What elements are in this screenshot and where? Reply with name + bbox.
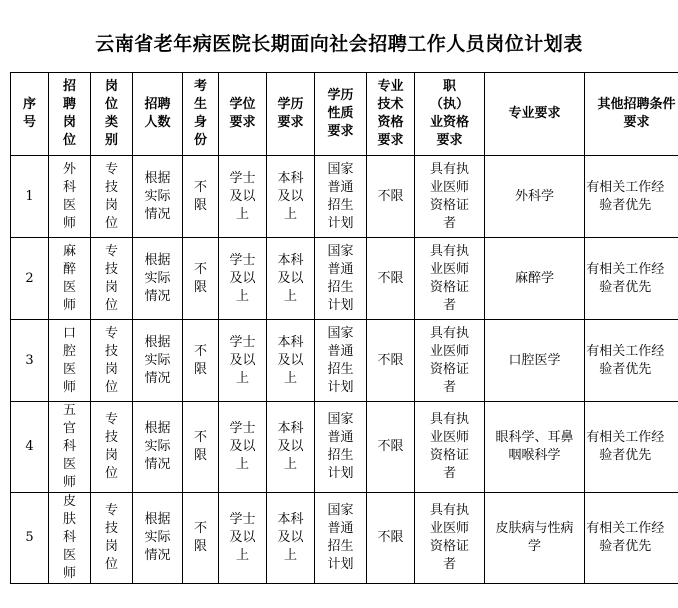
header-degree: 学位要求 <box>219 73 267 156</box>
table-row <box>11 238 678 320</box>
cell-edu-nature: 国家普通招生计划 <box>315 493 367 584</box>
cell-no: 1 <box>11 156 49 238</box>
cell-degree: 学士及以上 <box>219 156 267 238</box>
cell-education: 本科及以上 <box>267 320 315 402</box>
cell-count: 根据实际情况 <box>133 156 183 238</box>
cell-identity: 不限 <box>183 402 219 493</box>
recruitment-plan-table <box>10 72 678 584</box>
header-no: 序号 <box>11 73 49 156</box>
cell-license: 具有执业医师资格证者 <box>415 238 485 320</box>
cell-license: 具有执业医师资格证者 <box>415 320 485 402</box>
cell-category: 专技岗位 <box>91 493 133 584</box>
cell-other: 有相关工作经验者优先 <box>585 320 678 402</box>
header-major: 专业要求 <box>485 73 585 156</box>
table-row <box>11 320 678 402</box>
cell-no: 4 <box>11 402 49 493</box>
cell-degree: 学士及以上 <box>219 493 267 584</box>
cell-education: 本科及以上 <box>267 156 315 238</box>
cell-position: 五官科医师 <box>49 402 91 493</box>
table-header-row <box>11 73 678 156</box>
cell-other: 有相关工作经验者优先 <box>585 238 678 320</box>
cell-position: 外科医师 <box>49 156 91 238</box>
cell-identity: 不限 <box>183 493 219 584</box>
cell-education: 本科及以上 <box>267 238 315 320</box>
cell-education: 本科及以上 <box>267 402 315 493</box>
cell-tech-qual: 不限 <box>367 156 415 238</box>
cell-count: 根据实际情况 <box>133 402 183 493</box>
cell-identity: 不限 <box>183 238 219 320</box>
cell-degree: 学士及以上 <box>219 320 267 402</box>
cell-license: 具有执业医师资格证者 <box>415 402 485 493</box>
header-count: 招聘人数 <box>133 73 183 156</box>
cell-position: 口腔医师 <box>49 320 91 402</box>
cell-major: 外科学 <box>485 156 585 238</box>
cell-tech-qual: 不限 <box>367 238 415 320</box>
cell-count: 根据实际情况 <box>133 320 183 402</box>
cell-edu-nature: 国家普通招生计划 <box>315 402 367 493</box>
header-education: 学历要求 <box>267 73 315 156</box>
cell-position: 麻醉医师 <box>49 238 91 320</box>
cell-other: 有相关工作经验者优先 <box>585 156 678 238</box>
table-row <box>11 493 678 584</box>
cell-other: 有相关工作经验者优先 <box>585 402 678 493</box>
cell-position: 皮肤科医师 <box>49 493 91 584</box>
cell-major: 皮肤病与性病学 <box>485 493 585 584</box>
cell-no: 2 <box>11 238 49 320</box>
cell-tech-qual: 不限 <box>367 493 415 584</box>
cell-count: 根据实际情况 <box>133 493 183 584</box>
cell-no: 5 <box>11 493 49 584</box>
header-edu-nature: 学历性质要求 <box>315 73 367 156</box>
cell-tech-qual: 不限 <box>367 402 415 493</box>
header-license: 职（执）业资格要求 <box>415 73 485 156</box>
cell-count: 根据实际情况 <box>133 238 183 320</box>
cell-no: 3 <box>11 320 49 402</box>
cell-other: 有相关工作经验者优先 <box>585 493 678 584</box>
cell-identity: 不限 <box>183 156 219 238</box>
cell-major: 口腔医学 <box>485 320 585 402</box>
cell-edu-nature: 国家普通招生计划 <box>315 320 367 402</box>
table-row <box>11 156 678 238</box>
cell-license: 具有执业医师资格证者 <box>415 493 485 584</box>
header-tech-qual: 专业技术资格要求 <box>367 73 415 156</box>
cell-education: 本科及以上 <box>267 493 315 584</box>
table-row <box>11 402 678 493</box>
cell-category: 专技岗位 <box>91 156 133 238</box>
header-position: 招聘岗位 <box>49 73 91 156</box>
cell-category: 专技岗位 <box>91 402 133 493</box>
header-category: 岗位类别 <box>91 73 133 156</box>
cell-edu-nature: 国家普通招生计划 <box>315 238 367 320</box>
cell-license: 具有执业医师资格证者 <box>415 156 485 238</box>
header-identity: 考生身份 <box>183 73 219 156</box>
page-title: 云南省老年病医院长期面向社会招聘工作人员岗位计划表 <box>95 33 583 55</box>
cell-category: 专技岗位 <box>91 238 133 320</box>
cell-category: 专技岗位 <box>91 320 133 402</box>
cell-identity: 不限 <box>183 320 219 402</box>
cell-degree: 学士及以上 <box>219 402 267 493</box>
cell-tech-qual: 不限 <box>367 320 415 402</box>
cell-major: 麻醉学 <box>485 238 585 320</box>
cell-edu-nature: 国家普通招生计划 <box>315 156 367 238</box>
header-other: 其他招聘条件要求 <box>585 73 678 156</box>
cell-major: 眼科学、耳鼻咽喉科学 <box>485 402 585 493</box>
cell-degree: 学士及以上 <box>219 238 267 320</box>
